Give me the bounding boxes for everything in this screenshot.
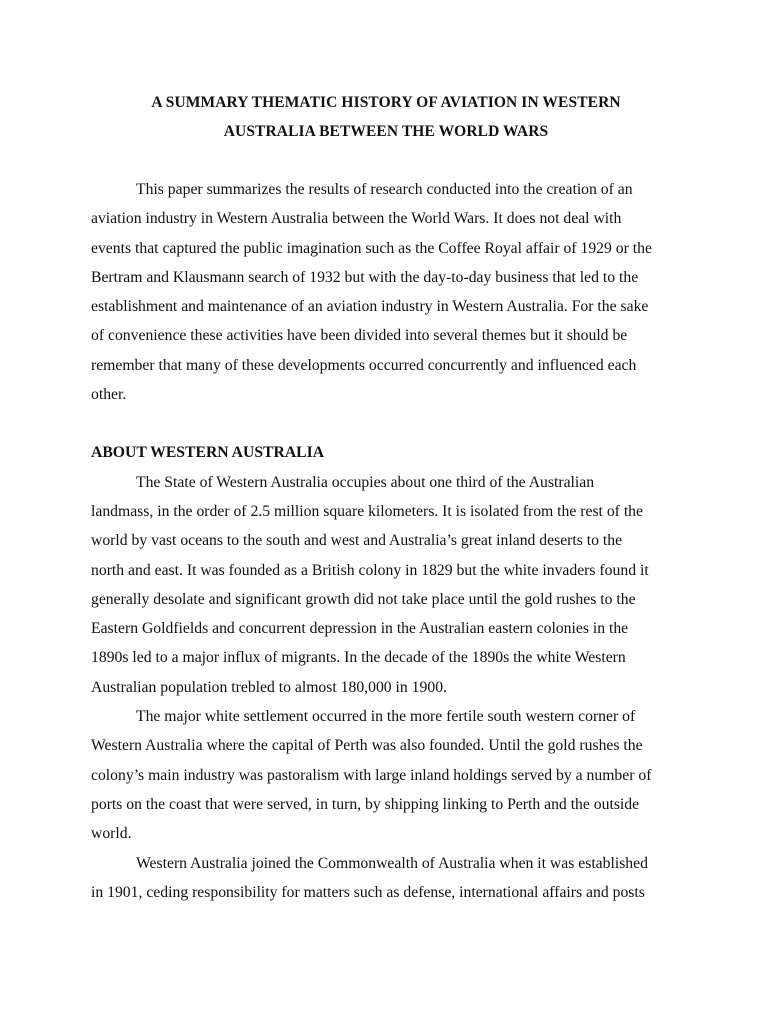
text-line: landmass, in the order of 2.5 million square kilometers. It is isolated from the rest of the: [91, 502, 643, 520]
text-line: of convenience these activities have been divided into several themes but it should be: [91, 327, 628, 345]
text-line: north and east. It was founded as a British colony in 1829 but the white invaders found it: [91, 561, 649, 579]
text-line: generally desolate and significant growth did not take place until the gold rushes to the: [91, 590, 636, 608]
text-line: Bertram and Klausmann search of 1932 but with the day-to-day business that led to the: [91, 268, 639, 286]
spacer: [91, 409, 681, 438]
text-line: events that captured the public imagination such as the Coffee Royal affair of 1929 or the: [91, 239, 652, 257]
text-line: This paper summarizes the results of research conducted into the creation of an: [136, 181, 633, 198]
title-line-1: A SUMMARY THEMATIC HISTORY OF AVIATION IN WESTERN: [151, 94, 621, 111]
intro-paragraph: [91, 175, 681, 409]
text-line: world.: [91, 825, 132, 843]
text-line: Australian population trebled to almost 180,000 in 1900.: [91, 678, 447, 696]
text-line: Eastern Goldfields and concurrent depression in the Australian eastern colonies in the: [91, 620, 629, 638]
text-line: remember that many of these developments occurred concurrently and influenced each: [91, 356, 637, 374]
body-paragraph-3: [91, 849, 681, 908]
text-line: The major white settlement occurred in the more fertile south western corner of: [136, 708, 636, 726]
text-line: Western Australia joined the Commonwealth of Australia when it was established: [136, 854, 648, 872]
document-title: [91, 88, 681, 146]
text-line: colony’s main industry was pastoralism with large inland holdings served by a number of: [91, 766, 652, 784]
spacer: [91, 146, 681, 175]
text-line: establishment and maintenance of an aviation industry in Western Australia. For the sake: [91, 298, 649, 316]
text-line: world by vast oceans to the south and west and Australia’s great inland deserts to the: [91, 532, 623, 550]
text-line: ports on the coast that were served, in turn, by shipping linking to Perth and the outside: [91, 795, 640, 813]
text-line: The State of Western Australia occupies about one third of the Australian: [136, 473, 595, 491]
section-heading: ABOUT WESTERN AUSTRALIA: [91, 444, 325, 462]
text-line: Western Australia where the capital of Perth was also founded. Until the gold rushes the: [91, 737, 643, 755]
text-line: aviation industry in Western Australia between the World Wars. It does not deal with: [91, 210, 622, 228]
title-line-2: AUSTRALIA BETWEEN THE WORLD WARS: [223, 123, 549, 140]
body-paragraph-1: [91, 468, 681, 702]
document-page: [91, 88, 681, 907]
text-line: other.: [91, 386, 127, 404]
body-paragraph-2: [91, 702, 681, 848]
text-line: in 1901, ceding responsibility for matters such as defense, international affairs and posts: [91, 883, 645, 901]
text-line: 1890s led to a major influx of migrants. In the decade of the 1890s the white Western: [91, 649, 626, 667]
